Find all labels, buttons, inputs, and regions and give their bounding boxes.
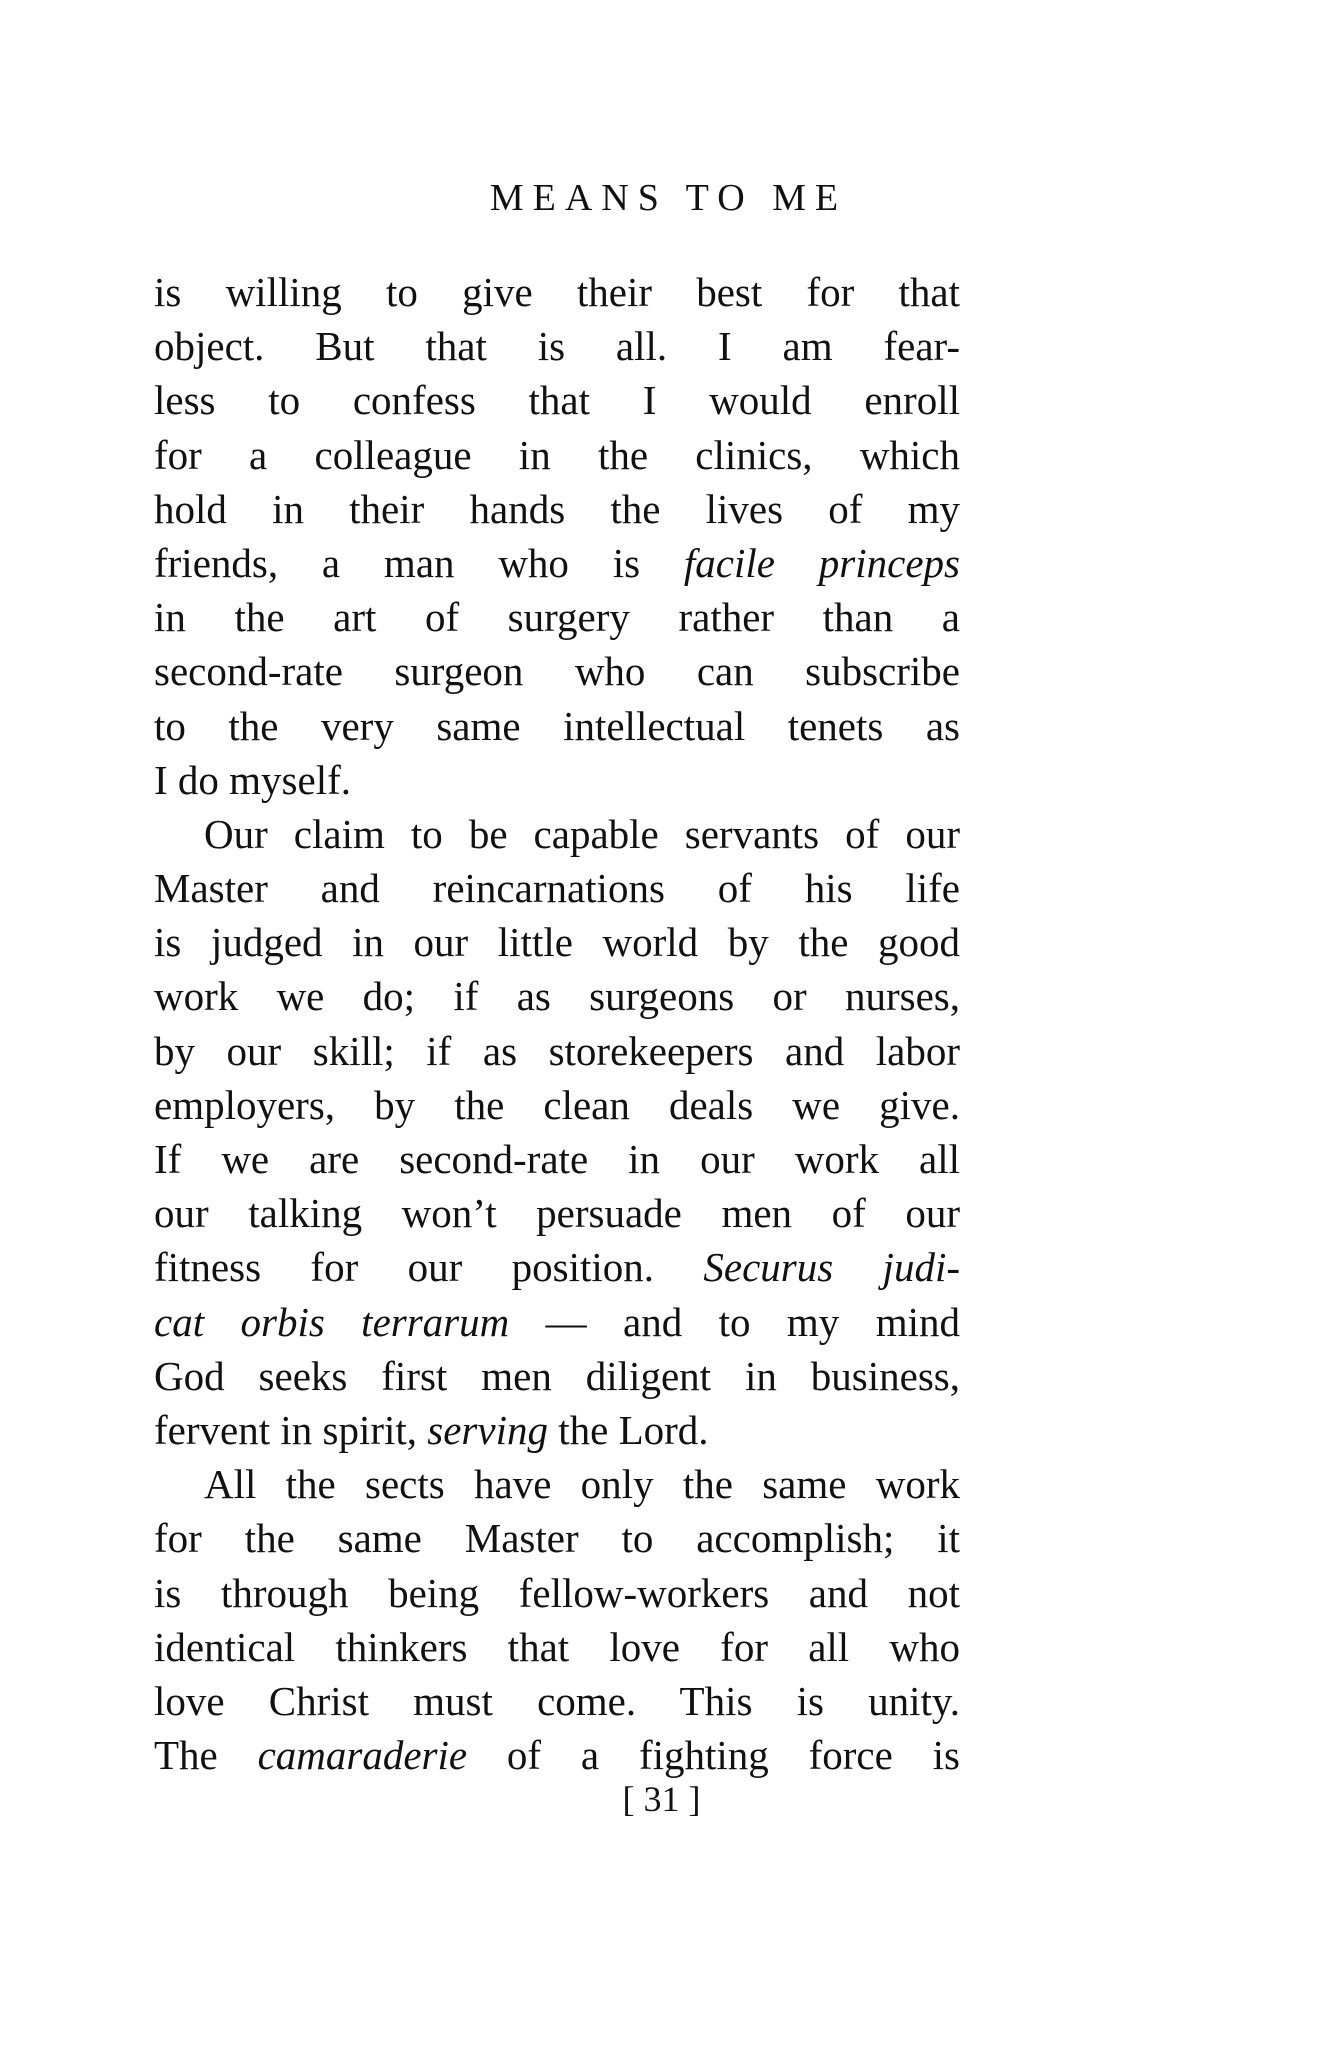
- text-line: [154, 590, 960, 644]
- text-segment: The: [154, 1732, 258, 1779]
- text-segment: is judged in our little world by the good: [154, 919, 960, 966]
- text-line: [154, 1620, 960, 1674]
- text-line: [154, 1566, 960, 1620]
- text-line: [154, 1728, 960, 1782]
- text-segment: friends, a man who is: [154, 539, 684, 586]
- text-segment: of a fighting force is: [467, 1732, 960, 1779]
- text-line: [154, 1511, 960, 1565]
- text-line: [154, 807, 960, 861]
- text-segment: our talking won’t persuade men of our: [154, 1190, 960, 1237]
- text-line: [154, 644, 960, 698]
- text-segment: God seeks first men diligent in business,: [154, 1352, 960, 1399]
- text-line: [154, 1078, 960, 1132]
- text-line: [154, 482, 960, 536]
- italic-text: facile princeps: [683, 539, 960, 586]
- text-segment: All the sects have only the same work: [204, 1461, 960, 1508]
- text-segment: object. But that is all. I am fear-: [154, 323, 960, 370]
- text-segment: — and to my mind: [509, 1298, 960, 1345]
- text-segment: is through being fellow-workers and not: [154, 1569, 960, 1616]
- text-line: [154, 1349, 960, 1403]
- text-line: [154, 1024, 960, 1078]
- text-segment: for the same Master to accomplish; it: [154, 1515, 960, 1562]
- italic-text: Securus judi-: [703, 1244, 960, 1291]
- text-line: [154, 1132, 960, 1186]
- body-text: [154, 265, 960, 1782]
- text-segment: the Lord.: [547, 1406, 709, 1453]
- text-segment: to the very same intellectual tenets as: [154, 702, 960, 749]
- text-line: [154, 1295, 960, 1349]
- text-line: [154, 373, 960, 427]
- text-segment: in the art of surgery rather than a: [154, 594, 960, 641]
- text-line: [154, 265, 960, 319]
- text-segment: second-rate surgeon who can subscribe: [154, 648, 960, 695]
- text-segment: less to confess that I would enroll: [154, 377, 960, 424]
- text-line: [154, 1674, 960, 1728]
- text-line: [154, 536, 960, 590]
- italic-text: serving: [427, 1406, 548, 1453]
- text-segment: If we are second-rate in our work all: [154, 1136, 960, 1182]
- italic-text: cat orbis terrarum: [154, 1298, 510, 1345]
- text-line: [154, 861, 960, 915]
- text-segment: employers, by the clean deals we give.: [154, 1081, 960, 1128]
- text-segment: fervent in spirit,: [154, 1406, 428, 1453]
- text-segment: hold in their hands the lives of my: [154, 485, 960, 532]
- text-segment: for a colleague in the clinics, which: [154, 431, 960, 478]
- page-number: [ 31 ]: [622, 1779, 701, 1819]
- text-segment: is willing to give their best for that: [154, 269, 960, 315]
- text-segment: by our skill; if as storekeepers and labor: [154, 1027, 960, 1074]
- text-line: [154, 1240, 960, 1294]
- text-line: [154, 699, 960, 753]
- text-segment: love Christ must come. This is unity.: [154, 1677, 960, 1724]
- italic-text: camaraderie: [257, 1732, 468, 1779]
- text-line: [154, 915, 960, 969]
- running-header: MEANS TO ME: [489, 177, 848, 219]
- text-line: [154, 1186, 960, 1240]
- text-line: [154, 428, 960, 482]
- text-segment: fitness for our position.: [154, 1244, 704, 1291]
- text-segment: I do myself.: [154, 756, 351, 803]
- text-line: [154, 1457, 960, 1511]
- text-line: [154, 1403, 960, 1457]
- text-line: [154, 753, 960, 807]
- text-segment: Master and reincarnations of his life: [154, 865, 960, 912]
- text-line: [154, 969, 960, 1023]
- text-segment: Our claim to be capable servants of our: [204, 810, 960, 857]
- text-line: [154, 319, 960, 373]
- text-segment: work we do; if as surgeons or nurses,: [154, 973, 960, 1020]
- text-segment: identical thinkers that love for all who: [154, 1623, 960, 1670]
